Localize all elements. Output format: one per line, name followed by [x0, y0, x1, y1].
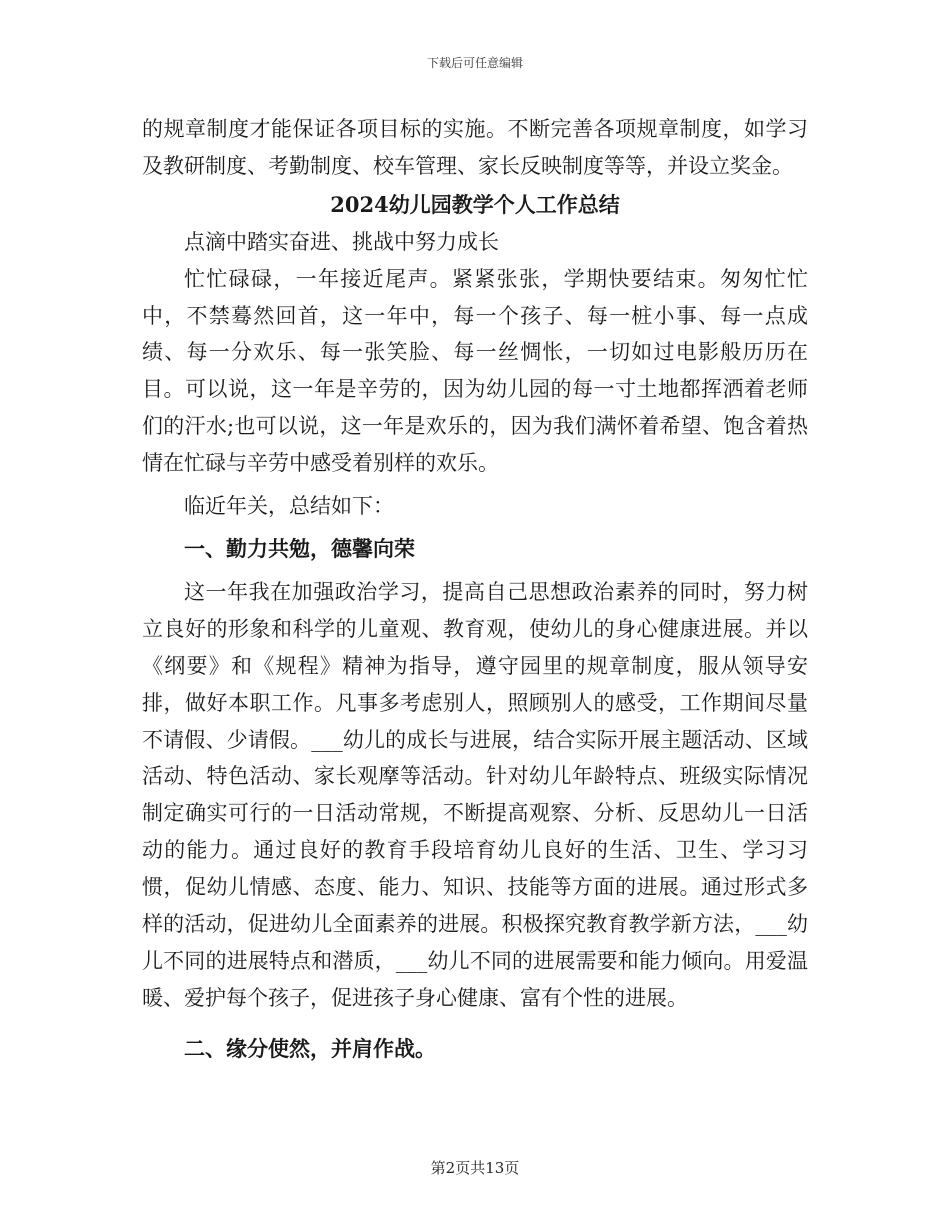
document-title: 2024幼儿园教学个人工作总结 — [330, 191, 620, 217]
section-heading-1: 一、勤力共勉，德馨向荣 — [184, 535, 415, 561]
document-body — [142, 111, 808, 1068]
paragraph-continued: 的规章制度才能保证各项目标的实施。不断完善各项规章制度，如学习及教研制度、考勤制度、校车管理、家长反映制度等等，并设立奖金。 — [142, 117, 808, 178]
paragraph-summary-lead: 临近年关，总结如下： — [184, 494, 394, 519]
document-subtitle: 点滴中踏实奋进、挑战中努力成长 — [184, 229, 499, 254]
paragraph-intro: 忙忙碌碌，一年接近尾声。紧紧张张，学期快要结束。匆匆忙忙中，不禁蓦然回首，这一年中，每一个孩子、每一桩小事、每一点成绩、每一分欢乐、每一张笑脸、每一丝惆怅，一切如过电影般历历在目。可以说，这一年是辛劳的，因为幼儿园的每一寸土地都挥洒着老师们的汗水;也可以说，这一年是欢乐的，因为我们满怀着希望、饱含着热情在忙碌与辛劳中感受着别样的欢乐。 — [142, 266, 808, 476]
page-header: 下载后可任意编辑 — [426, 56, 523, 70]
paragraph-section-1: 这一年我在加强政治学习，提高自己思想政治素养的同时，努力树立良好的形象和科学的儿童观、教育观，使幼儿的身心健康进展。并以《纲要》和《规程》精神为指导，遵守园里的规章制度，服从领导安排，做好本职工作。凡事多考虑别人，照顾别人的感受，工作期间尽量不请假、少请假。___幼儿的成长与进展，结合实际开展主题活动、区域活动、特色活动、家长观摩等活动。针对幼儿年龄特点、班级实际情况制定确实可行的一日活动常规，不断提高观察、分析、反思幼儿一日活动的能力。通过良好的教育手段培育幼儿良好的生活、卫生、学习习惯，促幼儿情感、态度、能力、知识、技能等方面的进展。通过形式多样的活动，促进幼儿全面素养的进展。积极探究教育教学新方法，___幼儿不同的进展特点和潜质，___幼儿不同的进展需要和能力倾向。用爱温暖、爱护每个孩子，促进孩子身心健康、富有个性的进展。 — [142, 579, 808, 1010]
section-heading-2: 二、缘分使然，并肩作战。 — [184, 1035, 436, 1061]
page-footer: 第2页共13页 — [430, 1159, 520, 1177]
